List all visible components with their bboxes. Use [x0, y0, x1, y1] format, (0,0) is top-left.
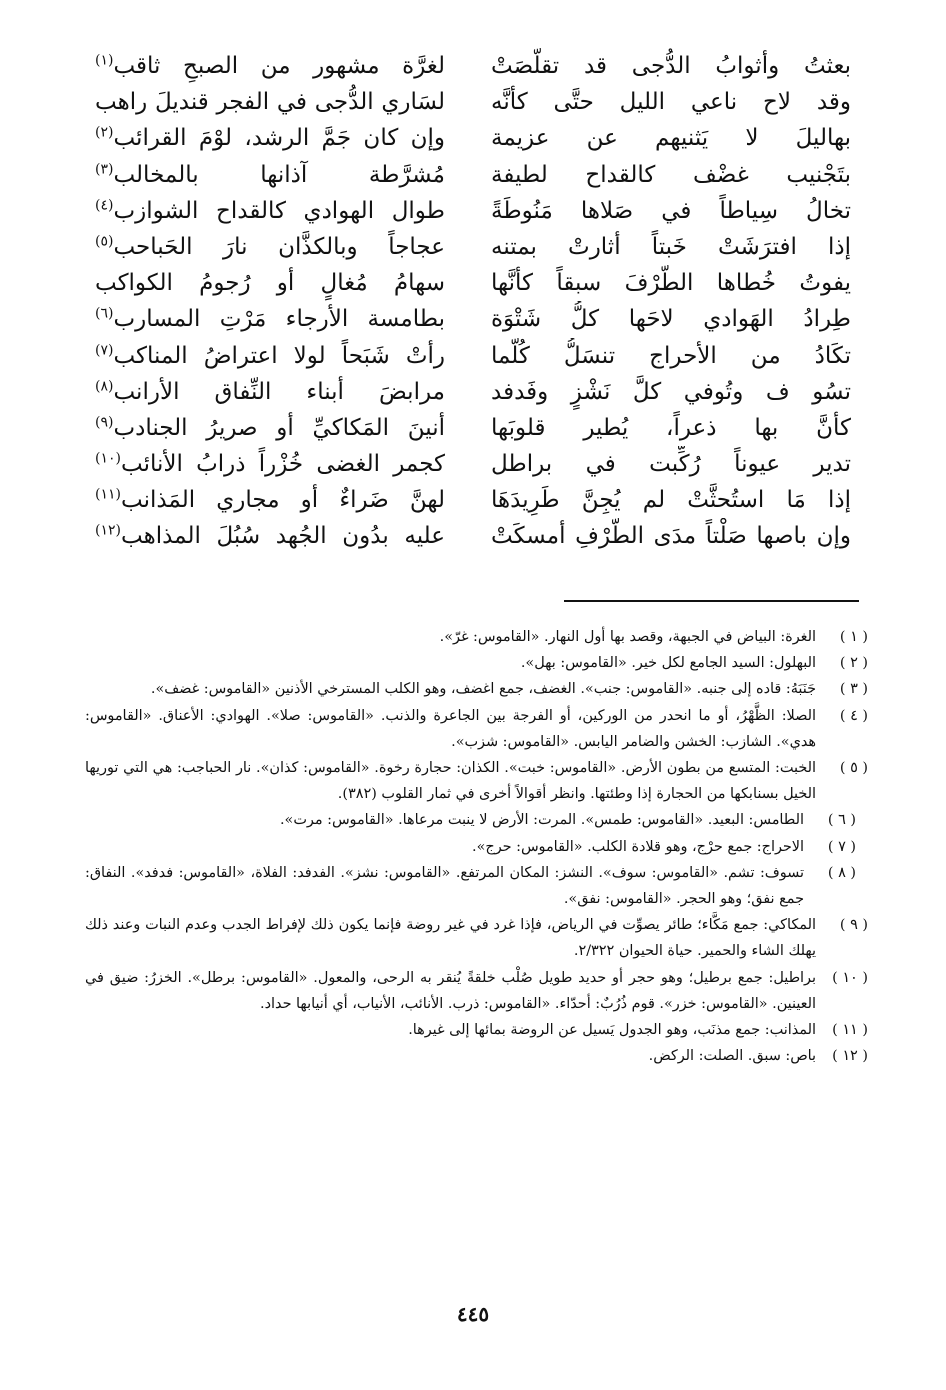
verse-first-hemistich: تدير عيوناً رُكِّبت في براطل: [491, 451, 851, 478]
footnote-number: ( ٢ ): [839, 655, 868, 672]
verse-text: أنينَ المَكاكيِّ أو صريرُ الجنادب: [113, 414, 445, 441]
footnote-marker: (٣): [95, 160, 114, 177]
verse-text: كجمر الغضى خُزْراً ذرابُ الأنائب: [120, 451, 445, 478]
footnote-text: المذانب: جمع مذنَب، وهو الجدول يَسيل عن الروضة بمائها إلى غيرها.: [408, 1022, 816, 1039]
verse-first-hemistich: يفوتُ خُطاها الطَّرْفَ سبقاً كأنَّها: [491, 270, 851, 297]
footnote: [85, 676, 868, 702]
footnote-text: تسوف: تشم. «القاموس: سوف». النشز: المكان المرتفع. «القاموس: نشز». الفدفد: الفلاة، «القاموس: فدفد». النفاق: جمع نفق؛ وهو الحجر. «القاموس: نفق».: [85, 864, 804, 908]
footnote-marker: (١١): [95, 486, 121, 503]
footnote-marker: (٦): [95, 305, 114, 322]
verse-text: عليه بدُون الجُهد سُبُلَ المذاهب: [120, 523, 445, 550]
footnote-marker: (١): [95, 52, 114, 69]
verse-first-hemistich: وقد لاح ناعي الليل حتَّى كأنَّه: [491, 89, 851, 116]
verse-second-hemistich: [95, 48, 445, 84]
verse-second-hemistich: [95, 229, 445, 265]
verse-text: رأتْ شَبَحاً لولا اعتراضُ المناكب: [113, 342, 445, 369]
footnote: [85, 703, 868, 755]
footnote-marker: (٧): [95, 341, 114, 358]
footnote-number: ( ٥ ): [839, 760, 868, 777]
verse-second-hemistich: [95, 84, 445, 120]
verse-text: مرابضَ أبناء النِّفاق الأرانب: [113, 378, 445, 405]
verse-text: وإن كان جَمَّ الرشد، لوْمَ القرائب: [113, 125, 445, 152]
footnote-text: باص: سبق. الصلت: الركض.: [648, 1048, 816, 1065]
verse-text: طوال الهوادي كالقداح الشوازب: [113, 197, 445, 224]
footnote: [85, 807, 868, 833]
footnote-number: ( ١٢ ): [832, 1048, 868, 1065]
verse-second-hemistich: [95, 193, 445, 229]
footnote-number: ( ٩ ): [839, 917, 868, 934]
footnote: [85, 1043, 868, 1069]
footnote-text: براطيل: جمع برطيل؛ وهو حجر أو حديد طويل صُلْب خلقةً يُنقر به الرحى، والمعول. «القاموس: برطل». الخزرُ: ضيق في العينين. «القاموس: خزر». قوم ذُرُبٌ: أحدّاء. «القاموس: ذرب. الأنائب، الأنياب، أي أنيابها حداد.: [85, 969, 816, 1012]
footnote-number: ( ٣ ): [839, 681, 868, 698]
footnote: [85, 1017, 868, 1043]
verse-second-hemistich: [95, 374, 445, 410]
footnote-number: ( ١١ ): [832, 1022, 868, 1039]
footnote-number: ( ٧ ): [827, 838, 856, 855]
footnote-marker: (٨): [95, 378, 114, 395]
footnote-text: الاحراج: جمع حرْج، وهو قلادة الكلب. «القاموس: حرج».: [472, 838, 804, 855]
footnote: [85, 624, 868, 650]
poem-left-column: [95, 48, 445, 555]
footnote-marker: (١٢): [95, 522, 121, 539]
verse-text: لغرَّة مشهور من الصبحِ ثاقب: [113, 53, 445, 79]
verse-second-hemistich: [95, 157, 445, 193]
verse-second-hemistich: [95, 518, 445, 554]
footnote: [85, 860, 868, 912]
footnote-marker: (٤): [95, 197, 114, 214]
footnote-text: الطامس: البعيد. «القاموس: طمس». المرت: الأرض لا ينبت مرعاها. «القاموس: مرت».: [279, 812, 804, 829]
verse-first-hemistich: إذا افترَشَتْ خَبتاً أثارتْ بمتنه: [491, 233, 851, 260]
verse-second-hemistich: [95, 301, 445, 337]
verse-first-hemistich: بهاليلَ لا يَثنيهم عن عزيمة: [491, 125, 851, 152]
footnote: [85, 650, 868, 676]
verse-second-hemistich: [95, 120, 445, 156]
verse-text: لهنَّ ضَراءٌ أو مجاري المَذانب: [120, 487, 445, 514]
verse-first-hemistich: كأنَّ بها ذعراً، يُطير قلوبَها: [491, 414, 851, 441]
verse-text: لسَاري الدُّجى في الفجر قنديلَ راهب: [95, 89, 445, 116]
verse-first-hemistich: إذا مَا استُحثَّتْ لم يُجِنَّ طَرِيدَهَا: [491, 487, 851, 514]
footnote: [85, 965, 868, 1017]
footnote: [85, 834, 868, 860]
verse-first-hemistich: تسُو ف وتُوفي كلَّ نَشْزٍ وفَدفد: [491, 378, 851, 405]
footnote-divider: [564, 600, 859, 602]
verse-first-hemistich: وإن باصها صَلْتاً مدَى الطَّرْفِ أمسكَتْ: [491, 523, 851, 550]
footnote-text: الصلا: الظَّهْرُ، أو ما انحدر من الوركين، أو الفرجة بين الجاعرة والذنب. «القاموس: صلا». الهوادي: الأعناق. «القاموس: هدي». الشازب: الخشن والضامر اليابس. «القاموس: شزب».: [85, 707, 816, 750]
footnote-number: ( ١ ): [839, 629, 868, 645]
footnotes: [85, 624, 868, 1069]
verse-second-hemistich: [95, 265, 445, 301]
footnote-number: ( ٨ ): [827, 864, 856, 881]
verse-first-hemistich: تخالُ سِياطاً في صَلاها مَنُوطَةً: [491, 197, 851, 224]
footnote: [85, 912, 868, 964]
verse-first-hemistich: بعثتُ وأثوابُ الدُّجى قد تقلَّصَتْ: [491, 53, 851, 79]
footnote-marker: (٩): [95, 414, 114, 431]
footnote-marker: (٢): [95, 124, 114, 141]
verse-second-hemistich: [95, 338, 445, 374]
verse-first-hemistich: تكَادُ من الأحراج تنسَلُّ كُلَّما: [491, 342, 851, 369]
page-number: ٤٤٥: [456, 1302, 490, 1326]
poem-right-column: [491, 48, 851, 555]
footnote-number: ( ٤ ): [839, 707, 868, 724]
footnote-text: المكاكي: جمع مَكَّاء؛ طائر يصوِّت في الرياض، فإذا غرد في غير روضة فإنما يكون ذلك لإفراط الجدب وعدم النبات وعند ذلك يهلك الشاء والحمير. حياة الحيوان ٢/٣٢٢.: [85, 917, 816, 960]
footnote-marker: (٥): [95, 233, 114, 250]
verse-second-hemistich: [95, 410, 445, 446]
verse-text: سهامُ مُغالٍ أو رُجومُ الكواكب: [95, 270, 445, 297]
footnote-text: جَنَبَهُ: قاده إلى جنبه. «القاموس: جنب». الغضف، جمع اغضف، وهو الكلب المسترخي الأذنين «القاموس: غضف».: [150, 681, 816, 698]
verse-text: عجاجاً وبالكذَّان نارَ الحَباحب: [113, 233, 445, 260]
footnote-marker: (١٠): [95, 450, 121, 467]
verse-first-hemistich: بتَجْنيب غضْف كالقداح لطيفة: [491, 161, 851, 188]
footnote-text: الغرة: البياض في الجبهة، وقصد بها أول النهار. «القاموس: غرّ».: [439, 629, 816, 645]
footnote-text: البهلول: السيد الجامع لكل خير. «القاموس: بهل».: [520, 655, 816, 672]
verse-first-hemistich: طِرادُ الهَوادي لاحَها كلُّ شَتْوَة: [491, 306, 851, 333]
footnote-text: الخبت: المتسع من بطون الأرض. «القاموس: خبت». الكذان: حجارة رخوة. «القاموس: كذان». نار الحباجب: هي التي توريها الخيل بسنابكها من الحجارة إذا وطئتها. وانظر أقوالاً أخرى في ثمار القلوب (٣٨٢).: [85, 760, 816, 803]
verse-second-hemistich: [95, 482, 445, 518]
footnote-number: ( ١٠ ): [832, 969, 868, 986]
verse-text: مُشرَّطة آذانها بالمخالب: [113, 161, 445, 188]
footnote: [85, 755, 868, 807]
verse-second-hemistich: [95, 446, 445, 482]
footnote-number: ( ٦ ): [827, 812, 856, 829]
verse-text: بطامسة الأرجاء مَرْتِ المسارب: [113, 306, 445, 333]
poem: [95, 48, 851, 588]
